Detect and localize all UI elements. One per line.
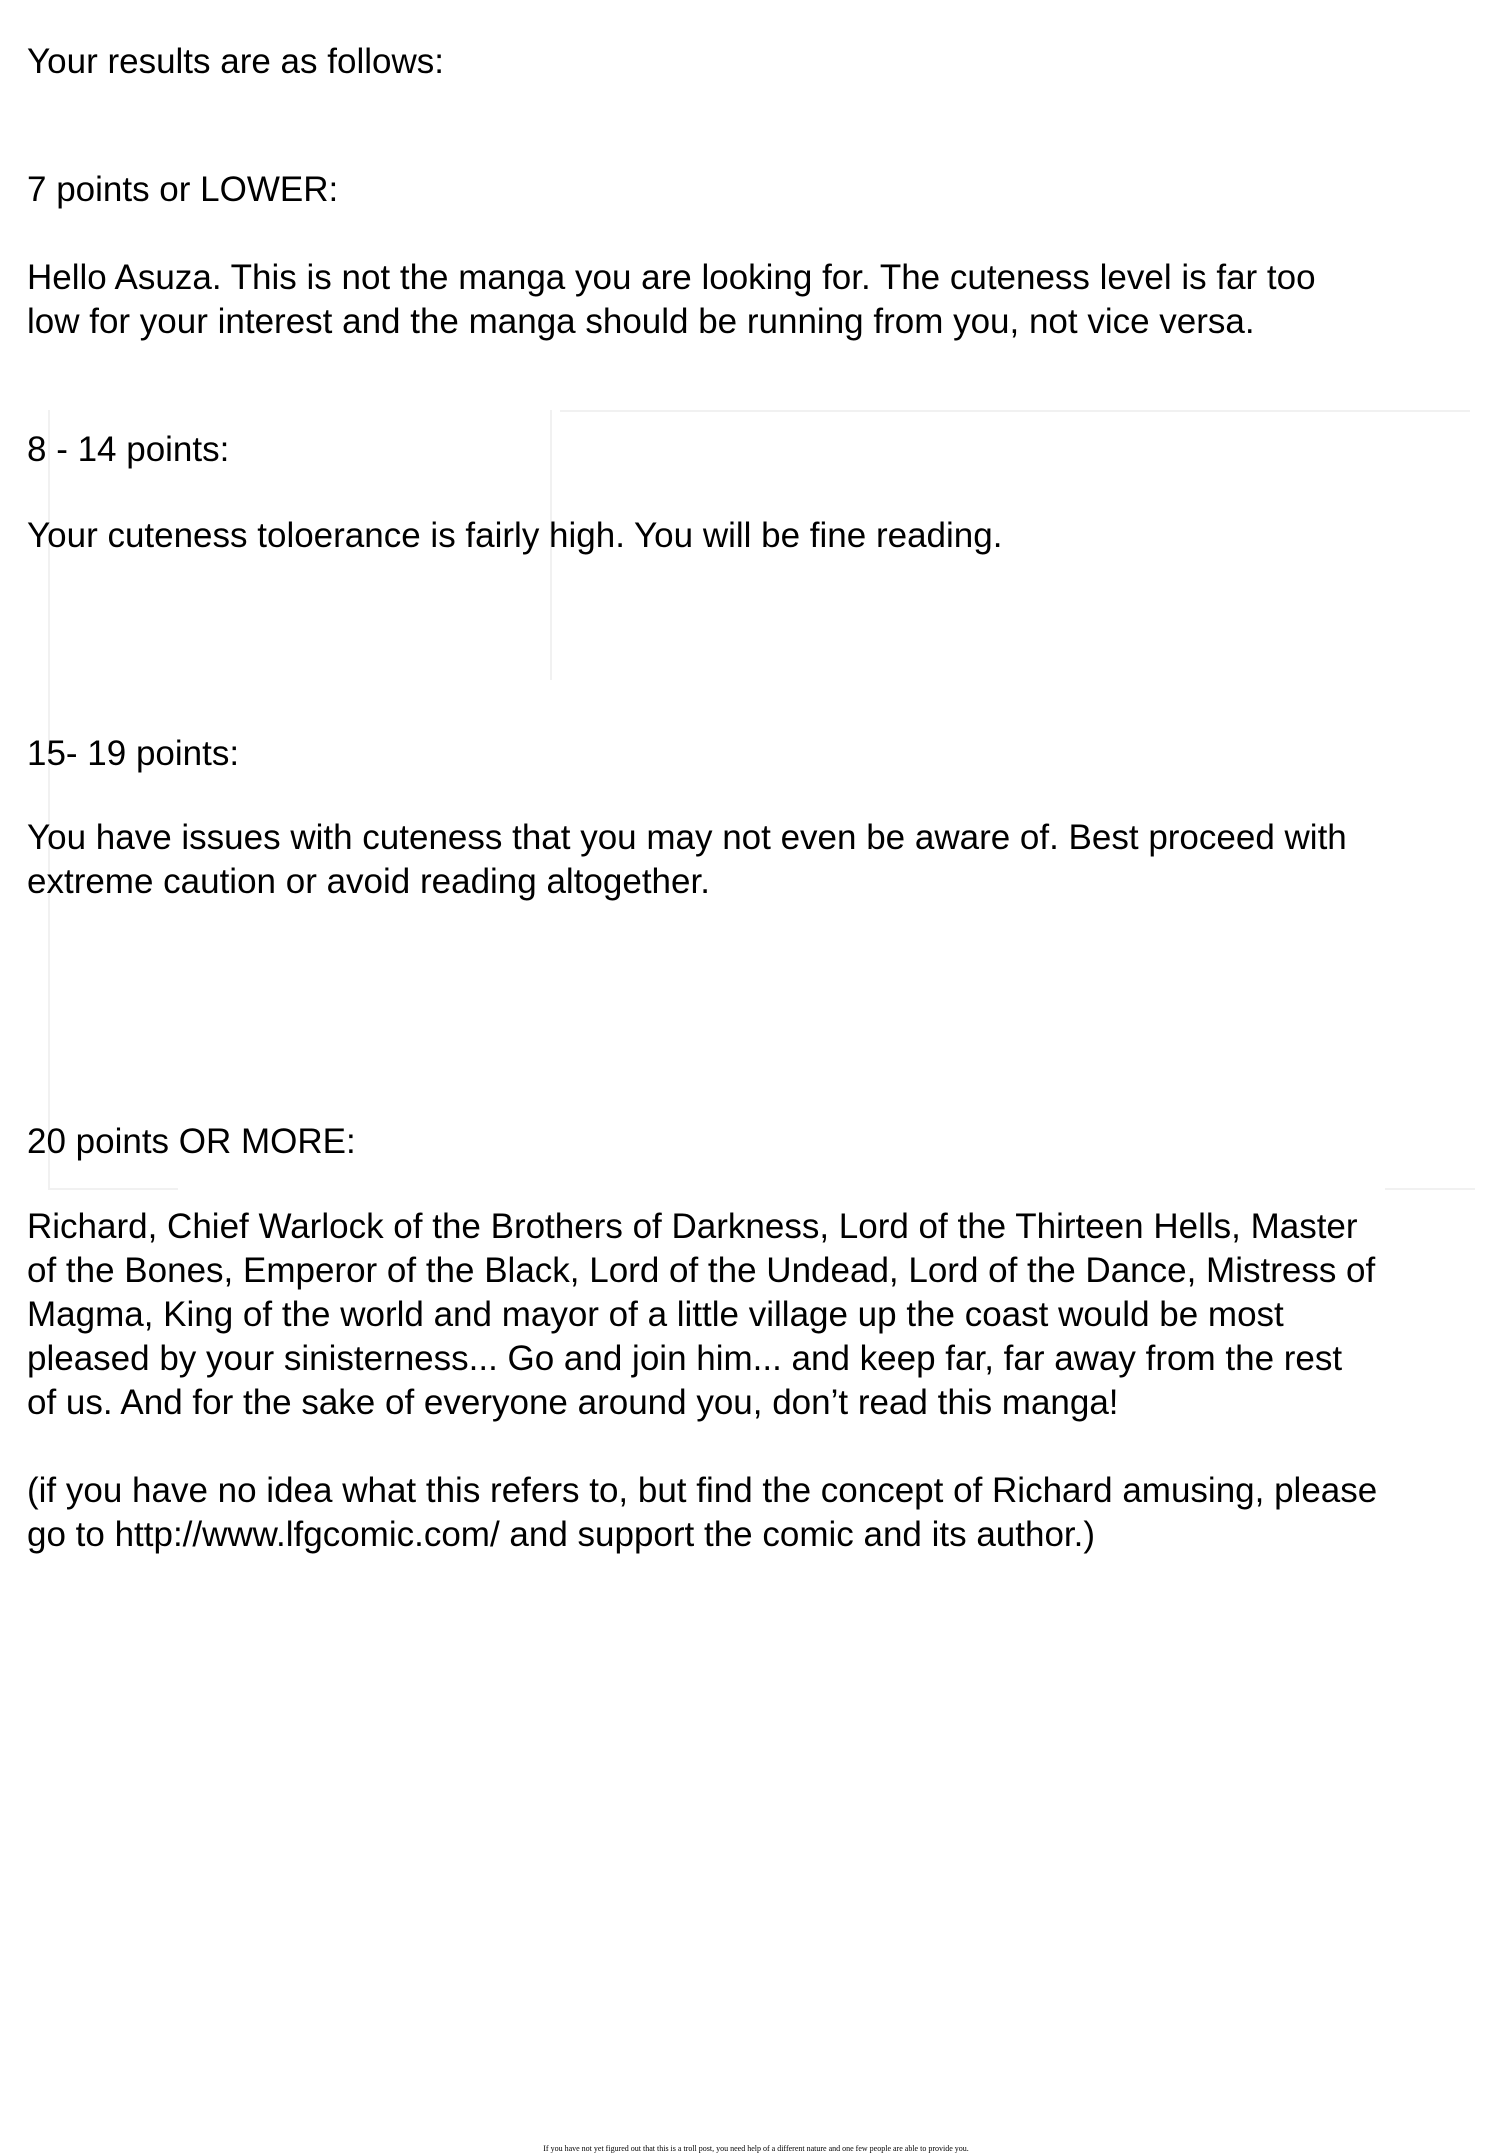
result-text-line: of the Bones, Emperor of the Black, Lord of the Undead, Lord of the Dance, Mistress of xyxy=(27,1251,1376,1290)
result-heading: 15- 19 points: xyxy=(27,734,240,773)
result-text-line: pleased by your sinisterness... Go and join him... and keep far, far away from the rest xyxy=(27,1339,1343,1378)
scan-artifact-line xyxy=(48,1188,178,1190)
footnote: If you have not yet figured out that this is a troll post, you need help of a different nature and one few people are able to provide you. xyxy=(543,2144,969,2153)
result-text-line: low for your interest and the manga should be running from you, not vice versa. xyxy=(27,302,1255,341)
result-heading: 20 points OR MORE: xyxy=(27,1122,356,1161)
scan-artifact-line xyxy=(1385,1188,1475,1190)
result-text-line: extreme caution or avoid reading altogether. xyxy=(27,862,710,901)
result-text-line: You have issues with cuteness that you may not even be aware of. Best proceed with xyxy=(27,818,1347,857)
note-text-line: go to http://www.lfgcomic.com/ and support the comic and its author.) xyxy=(27,1515,1096,1554)
result-text-line: Magma, King of the world and mayor of a little village up the coast would be most xyxy=(27,1295,1284,1334)
result-heading: 8 - 14 points: xyxy=(27,430,230,469)
intro-text: Your results are as follows: xyxy=(27,42,444,81)
result-text-line: Your cuteness toloerance is fairly high. You will be fine reading. xyxy=(27,516,1003,555)
result-text-line: Hello Asuza. This is not the manga you are looking for. The cuteness level is far too xyxy=(27,258,1316,297)
note-text-line: (if you have no idea what this refers to, but find the concept of Richard amusing, please xyxy=(27,1471,1378,1510)
result-text-line: Richard, Chief Warlock of the Brothers of Darkness, Lord of the Thirteen Hells, Master xyxy=(27,1207,1358,1246)
result-heading: 7 points or LOWER: xyxy=(27,170,339,209)
result-text-line: of us. And for the sake of everyone around you, don’t read this manga! xyxy=(27,1383,1119,1422)
scan-artifact-line xyxy=(560,410,1470,412)
